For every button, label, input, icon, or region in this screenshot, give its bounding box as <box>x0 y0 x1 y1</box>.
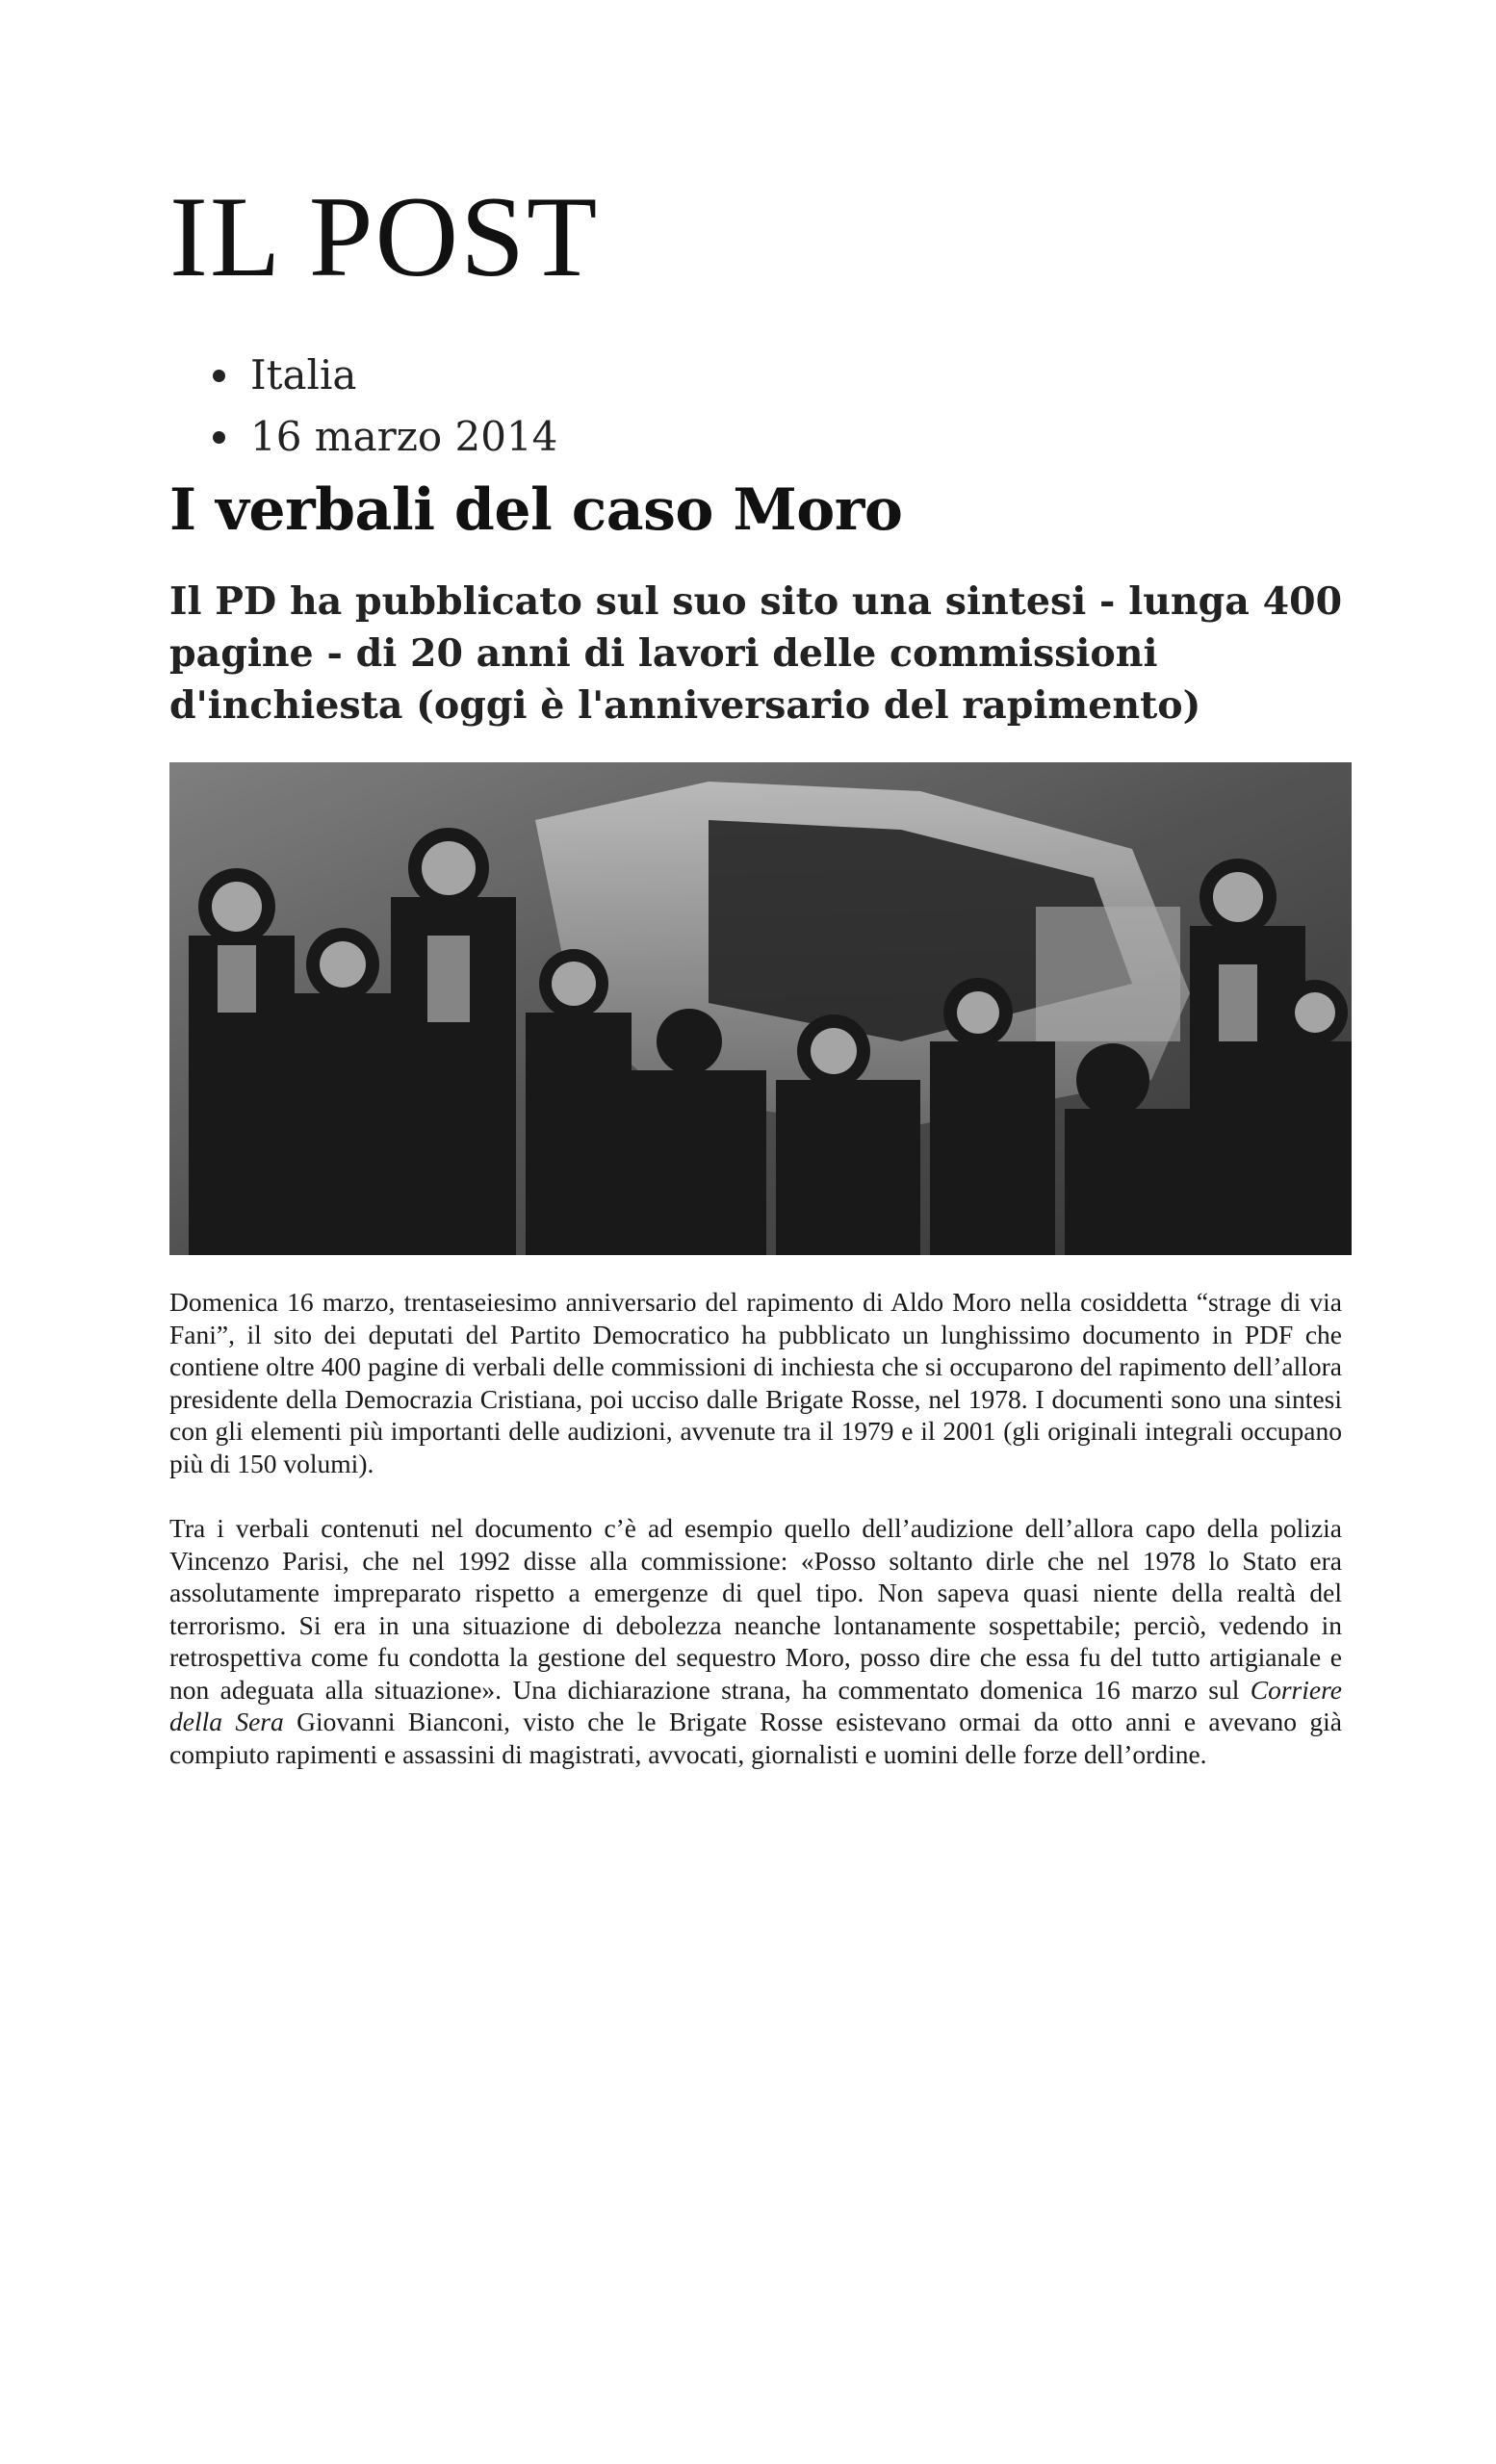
article-photo <box>169 762 1352 1255</box>
article-paragraph <box>169 1512 1342 1770</box>
article-body <box>169 1286 1342 1803</box>
article-subtitle: Il PD ha pubblicato sul suo sito una sintesi - lunga 400 pagine - di 20 anni di lavori delle commissioni d'inchiesta (oggi è l'anniversario del rapimento) <box>169 579 1343 728</box>
publish-date: • 16 marzo 2014 <box>245 406 557 468</box>
crowd-photo-illustration <box>169 762 1352 1255</box>
newspaper-name: Corriere della Sera <box>169 1674 1342 1736</box>
article-meta-list <box>206 345 557 468</box>
paragraph-text: Tra i verbali contenuti nel documento c’è ad esempio quello dell’audizione dell’allora capo della polizia Vincenzo Parisi, che nel 1992 disse alla commissione: «Posso soltanto dirle che nel 1978 lo Stato era assolutamente impreparato rispetto a emergenze di quel tipo. Non sapeva quasi niente della realtà del terrorismo. Si era in una situazione di debolezza neanche lontanamente sospettabile; perciò, vedendo in retrospettiva come fu condotta la gestione del sequestro Moro, posso dire che essa fu del tutto artigianale e non adeguata alla situazione». Una dichiarazione strana, ha commentato domenica 16 marzo sul <box>169 1513 1342 1705</box>
section-label[interactable]: • Italia <box>245 345 557 406</box>
masthead-logo: IL POST <box>169 172 600 300</box>
article-title: I verbali del caso Moro <box>169 476 903 544</box>
article-paragraph: Domenica 16 marzo, trentaseiesimo anniversario del rapimento di Aldo Moro nella cosiddetta “strage di via Fani”, il sito dei deputati del Partito Democratico ha pubblicato un lunghissimo documento in PDF che contiene oltre 400 pagine di verbali delle commissioni di inchiesta che si occuparono del rapimento dell’allora presidente della Democrazia Cristiana, poi ucciso dalle Brigate Rosse, nel 1978. I documenti sono una sintesi con gli elementi più importanti delle audizioni, avvenute tra il 1979 e il 2001 (gli originali integrali occupano più di 150 volumi). <box>169 1287 1342 1478</box>
paragraph-text: Giovanni Bianconi, visto che le Brigate Rosse esistevano ormai da otto anni e avevano già compiuto rapimenti e assassini di magistrati, avvocati, giornalisti e uomini delle forze dell’ordine. <box>169 1707 1342 1769</box>
